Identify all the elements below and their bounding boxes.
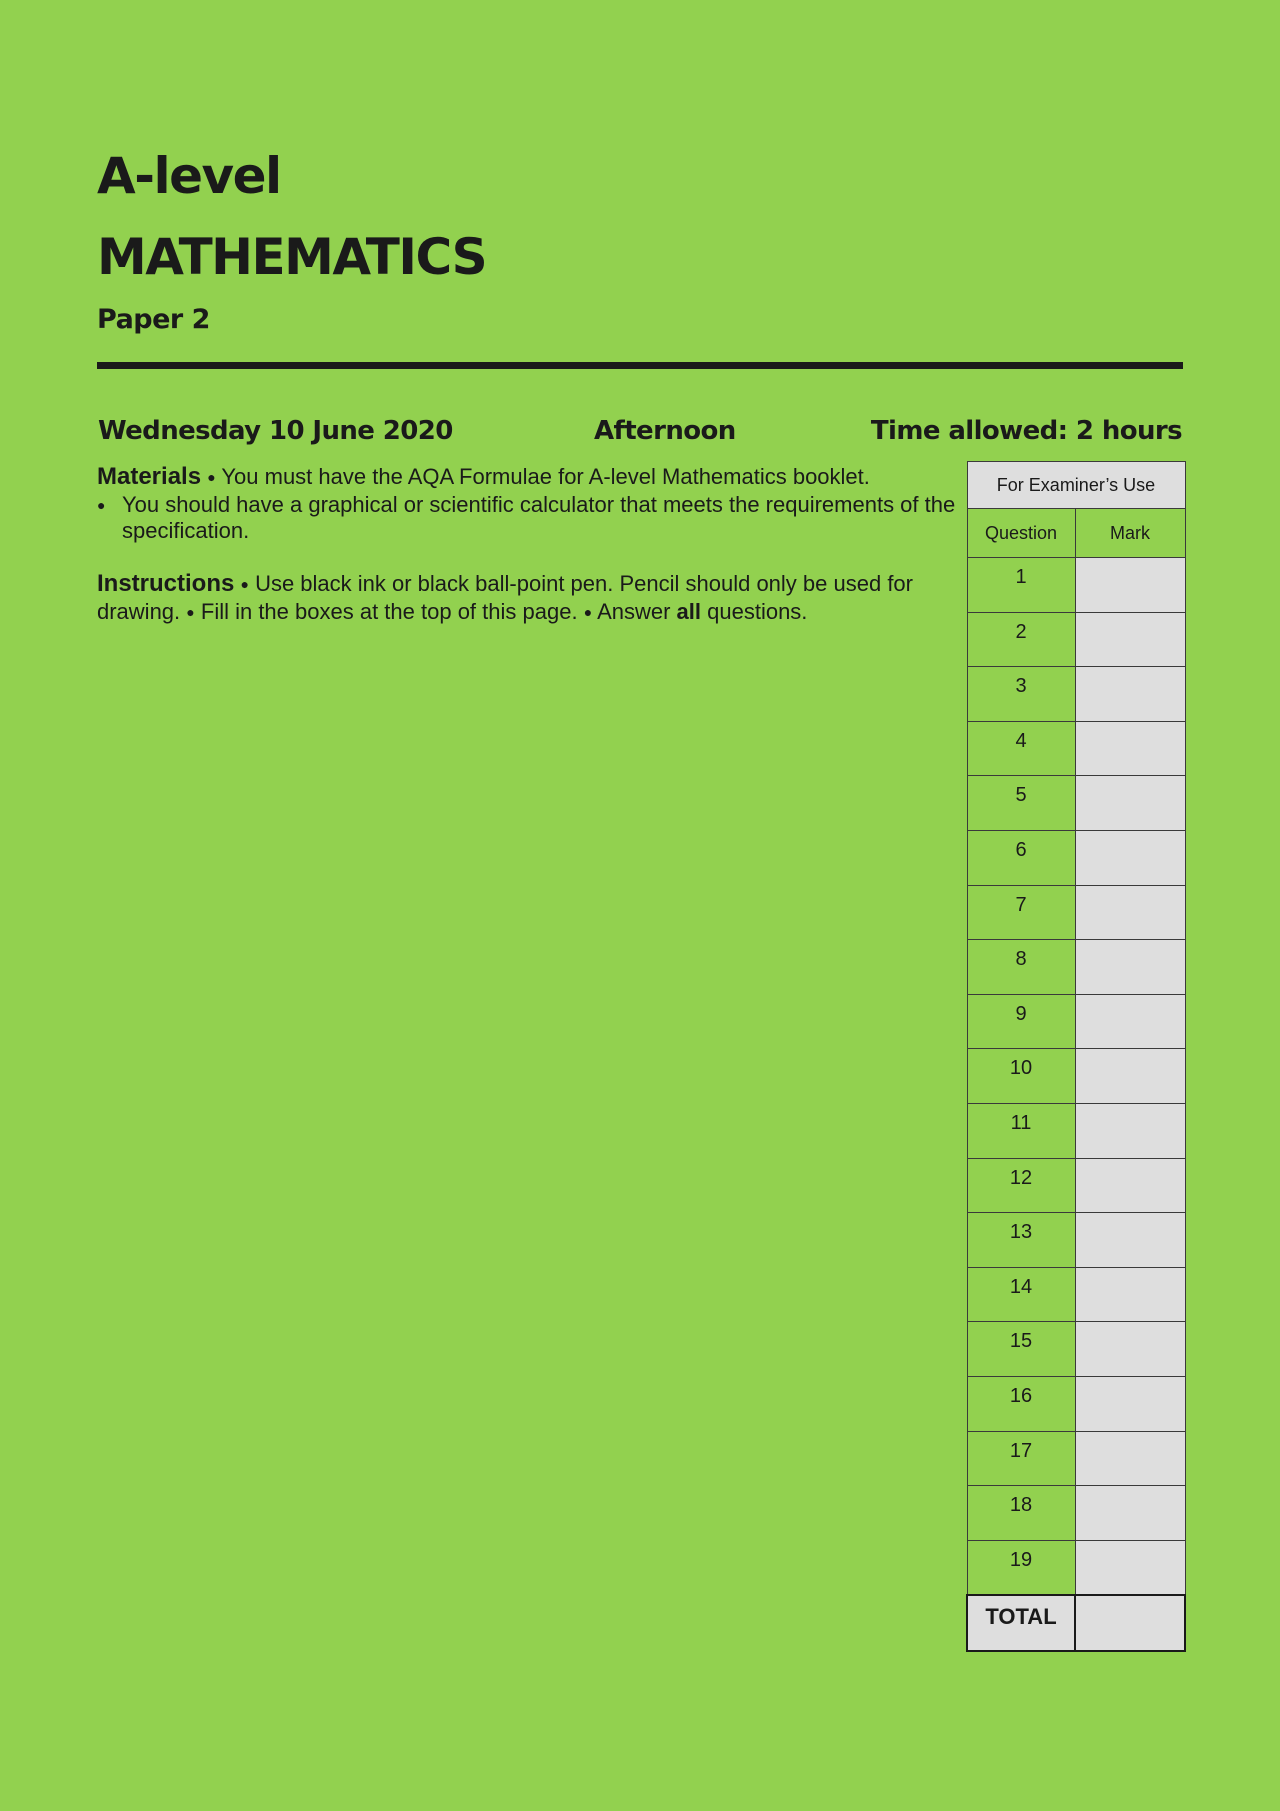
table-row [967,994,1185,1049]
question-number: 7 [967,885,1075,940]
column-header-question: Question [967,509,1075,558]
total-label: TOTAL [967,1595,1075,1651]
question-number: 1 [967,558,1075,613]
mark-cell[interactable] [1075,1158,1185,1213]
question-number: 19 [967,1540,1075,1595]
mark-cell[interactable] [1075,1540,1185,1595]
exam-date: Wednesday 10 June 2020 [98,416,453,446]
mark-cell[interactable] [1075,667,1185,722]
question-number: 17 [967,1431,1075,1486]
question-number: 12 [967,1158,1075,1213]
question-number: 11 [967,1103,1075,1158]
question-number: 5 [967,776,1075,831]
level-title: A-level [97,147,281,205]
header-rule [97,362,1183,369]
time-allowed: Time allowed: 2 hours [870,416,1182,446]
question-number: 3 [967,667,1075,722]
question-number: 18 [967,1486,1075,1541]
table-row [967,1103,1185,1158]
examiner-table [966,461,1186,1652]
mark-cell[interactable] [1075,1213,1185,1268]
table-row [967,1322,1185,1377]
table-row [967,1158,1185,1213]
table-row [967,940,1185,995]
question-number: 16 [967,1376,1075,1431]
question-number: 10 [967,1049,1075,1104]
table-row [967,830,1185,885]
bullet-icon: ● [186,604,195,620]
mark-cell[interactable] [1075,885,1185,940]
mark-cell[interactable] [1075,940,1185,995]
paper-title: Paper 2 [97,304,210,335]
instructions-heading: Instructions [97,570,235,597]
table-row [967,558,1185,613]
instruction-item-2: Fill in the boxes at the top of this page. [200,599,578,624]
column-header-mark: Mark [1075,509,1185,558]
table-row [967,612,1185,667]
mark-cell[interactable] [1075,994,1185,1049]
question-number: 13 [967,1213,1075,1268]
mark-cell[interactable] [1075,721,1185,776]
bullet-icon: ● [583,604,593,620]
table-row [967,1431,1185,1486]
mark-cell[interactable] [1075,558,1185,613]
instruction-item-3: Answer all questions. [597,599,808,624]
mark-cell[interactable] [1075,612,1185,667]
table-row [967,776,1185,831]
question-number: 14 [967,1267,1075,1322]
question-number: 6 [967,830,1075,885]
materials-heading: Materials [97,463,202,490]
mark-cell[interactable] [1075,1431,1185,1486]
bullet-icon: ● [240,576,249,592]
mark-cell[interactable] [1075,1103,1185,1158]
question-number: 2 [967,612,1075,667]
table-row [967,1267,1185,1322]
table-row [967,667,1185,722]
question-rows [967,558,1185,1595]
total-mark-cell[interactable] [1075,1595,1185,1651]
materials-line-1: You must have the AQA Formulae for A-level Mathematics booklet. [221,464,870,489]
table-row [967,885,1185,940]
mark-cell[interactable] [1075,1376,1185,1431]
table-row [967,1213,1185,1268]
table-row [967,721,1185,776]
instructions-section [97,571,959,627]
exam-session: Afternoon [594,416,736,446]
table-row [967,1049,1185,1104]
materials-section [97,464,959,544]
table-row [967,1486,1185,1541]
mark-cell[interactable] [1075,830,1185,885]
table-row [967,1376,1185,1431]
bullet-icon: ● [97,497,106,513]
subject-title: MATHEMATICS [97,228,487,286]
mark-cell[interactable] [1075,1049,1185,1104]
question-number: 9 [967,994,1075,1049]
question-number: 15 [967,1322,1075,1377]
mark-cell[interactable] [1075,1267,1185,1322]
materials-line-2: You should have a graphical or scientific calculator that meets the requirements of the specification. [122,492,956,543]
examiner-table-title: For Examiner’s Use [967,462,1185,509]
instruction-item-1: Use black ink or black ball-point pen. Pencil should only be used for drawing. [97,571,913,624]
table-row [967,1540,1185,1595]
question-number: 8 [967,940,1075,995]
mark-cell[interactable] [1075,1322,1185,1377]
question-number: 4 [967,721,1075,776]
bullet-icon: ● [207,469,216,485]
mark-cell[interactable] [1075,776,1185,831]
mark-cell[interactable] [1075,1486,1185,1541]
total-row [967,1595,1185,1651]
